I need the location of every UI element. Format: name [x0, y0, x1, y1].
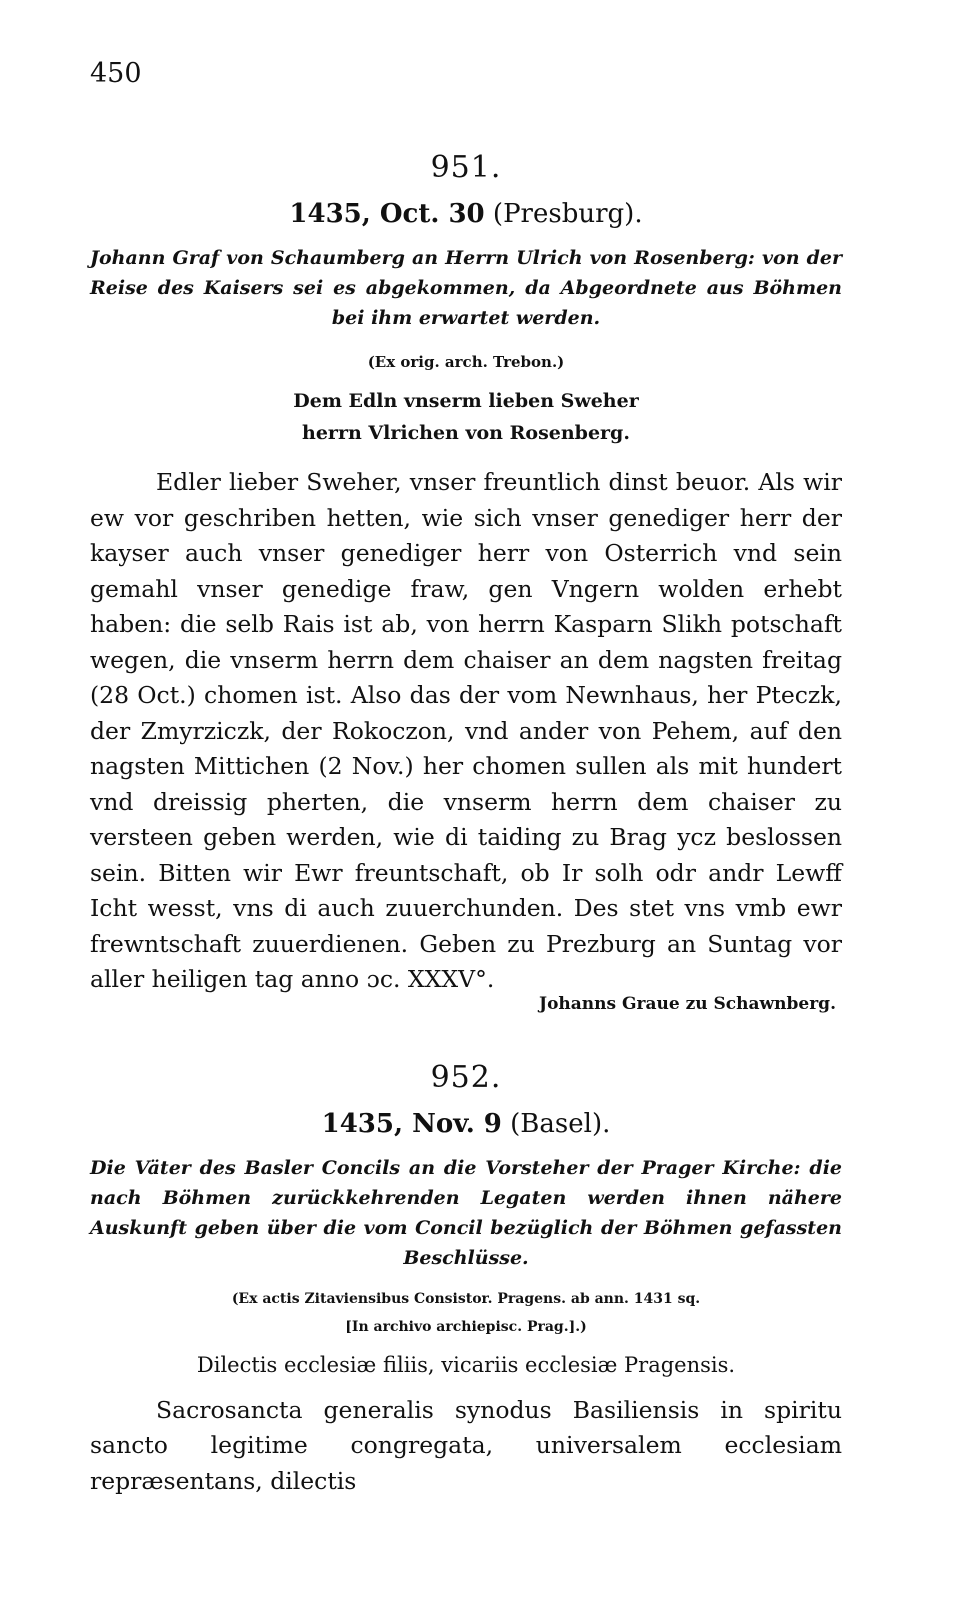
entry-source: (Ex orig. arch. Trebon.): [367, 353, 565, 371]
page-number: 450: [90, 58, 142, 89]
entry-signature: Johanns Graue zu Schawnberg.: [539, 993, 836, 1014]
entry-place: (Basel).: [510, 1108, 611, 1139]
entry-number: 952.: [430, 1059, 502, 1095]
entry-952: [90, 1060, 842, 1500]
entry-date: [90, 199, 842, 229]
entry-body: Sacrosancta generalis synodus Basiliensis in spiritu sancto legitime congregata, universalem ecclesiam repræsentans, dilectis: [90, 1395, 842, 1495]
entry-951: [90, 150, 842, 1014]
entry-summary: Die Väter des Basler Concils an die Vorsteher der Prager Kirche: die nach Böhmen zurückkehrenden Legaten werden ihnen nähere Auskunft geben über die vom Concil bezüglich der Böhmen gefassten Beschlüsse.: [90, 1156, 842, 1269]
source-line: [In archivo archiepisc. Prag.].): [345, 1318, 587, 1335]
address-line: herrn Vlrichen von Rosenberg.: [302, 422, 630, 444]
source-line: (Ex actis Zitaviensibus Consistor. Pragens. ab ann. 1431 sq.: [231, 1290, 701, 1307]
entry-place: (Presburg).: [492, 199, 643, 229]
entry-address: Dilectis ecclesiæ filiis, vicariis ecclesiæ Pragensis.: [196, 1352, 736, 1377]
entry-body: Edler lieber Sweher, vnser freuntlich dinst beuor. Als wir ew vor geschriben hetten, wie sich vnser genediger herr der kayser auch vnser genediger herr von Osterrich vnd sein gemahl vnser genedige fraw, gen Vngern wolden erhebt haben: die selb Rais ist ab, von herrn Kasparn Slikh potschaft wegen, die vnserm herrn dem chaiser an dem nagsten freitag (28 Oct.) chomen ist. Also das der vom Newnhaus, her Pteczk, der Zmyrziczk, der Rokoczon, vnd ander von Pehem, auf den nagsten Mittichen (2 Nov.) her chomen sullen als mit hundert vnd dreissig pherten, die vnserm herrn dem chaiser zu versteen geben werden, wie di taiding zu Brag ycz beslossen sein. Bitten wir Ewr freuntschaft, ob Ir solh odr andr Lewff Icht wesst, vns di auch zuuerchunden. Des stet vns vmb ewr frewntschaft zuuerdienen. Geben zu Prezburg an Suntag vor aller heiligen tag anno ɔc. XXXV°.: [90, 468, 842, 993]
entry-date: [90, 1109, 842, 1139]
entry-number: 951.: [430, 150, 502, 185]
entry-address: [90, 385, 842, 449]
address-line: Dem Edln vnserm lieben Sweher: [293, 390, 639, 412]
entry-date-bold: 1435, Oct. 30: [289, 199, 485, 229]
entry-source: [90, 1285, 842, 1341]
entry-date-bold: 1435, Nov. 9: [321, 1108, 502, 1139]
entry-summary: Johann Graf von Schaumberg an Herrn Ulrich von Rosenberg: von der Reise des Kaisers sei es abgekommen, da Abgeordnete aus Böhmen bei ihm erwartet werden.: [90, 247, 842, 329]
